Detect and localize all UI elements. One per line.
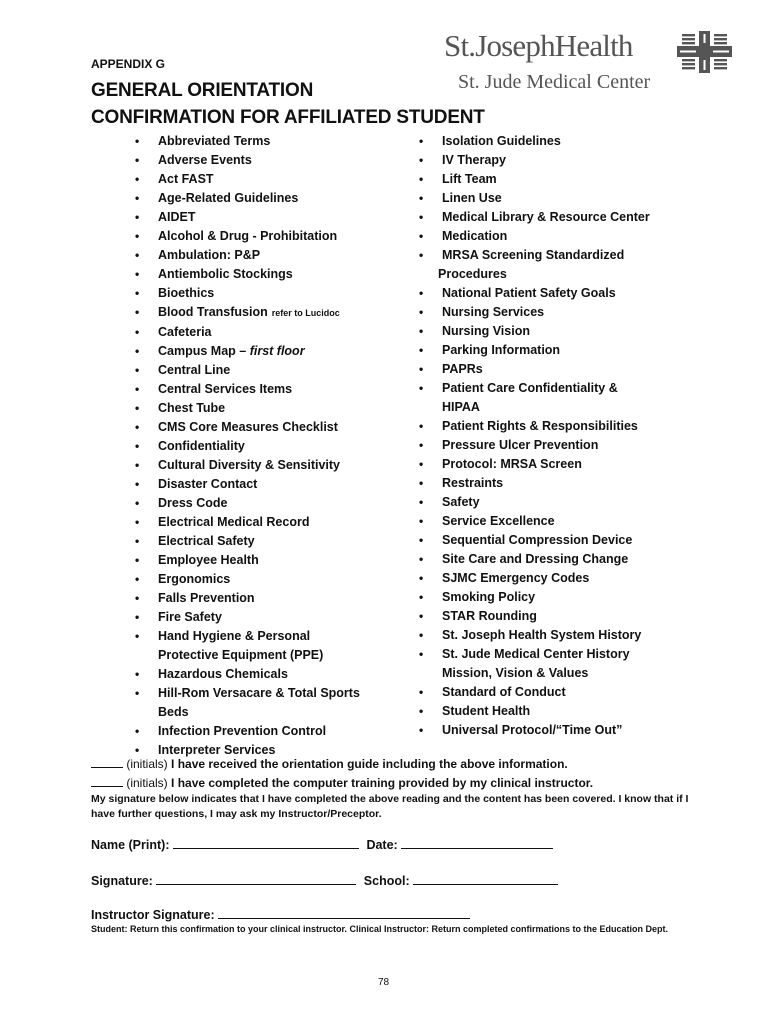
list-item: • Chest Tube: [135, 399, 360, 418]
list-item: • Blood Transfusion refer to Lucidoc: [135, 303, 360, 323]
list-item: • Infection Prevention Control: [135, 722, 360, 741]
list-item: • SJMC Emergency Codes: [419, 569, 650, 588]
list-item: • Hazardous Chemicals: [135, 665, 360, 684]
instructor-signature-label: Instructor Signature:: [91, 908, 215, 922]
campus-map-note: first floor: [249, 344, 305, 358]
list-item: • Cultural Diversity & Sensitivity: [135, 456, 360, 475]
list-item: • St. Jude Medical Center History Mission, Vision & Values: [419, 645, 650, 683]
list-item: • Medical Library & Resource Center: [419, 208, 650, 227]
list-item: • Site Care and Dressing Change: [419, 550, 650, 569]
initials-label: (initials): [126, 757, 168, 771]
list-item: • Cafeteria: [135, 323, 360, 342]
date-field[interactable]: [401, 836, 553, 849]
list-item: • Central Line: [135, 361, 360, 380]
return-instructions: Student: Return this confirmation to your clinical instructor. Clinical Instructor: Return completed confirmations to the Education Dept.: [91, 924, 669, 934]
list-item: • Service Excellence: [419, 512, 650, 531]
list-item: • Standard of Conduct: [419, 683, 650, 702]
list-item: • Parking Information: [419, 341, 650, 360]
list-item: • Patient Care Confidentiality & HIPAA: [419, 379, 650, 417]
list-item: • Student Health: [419, 702, 650, 721]
school-field[interactable]: [413, 872, 558, 885]
list-item: • Abbreviated Terms: [135, 132, 360, 151]
school-label: School:: [363, 874, 410, 888]
list-item: • Confidentiality: [135, 437, 360, 456]
list-item: • Lift Team: [419, 170, 650, 189]
list-item: • Linen Use: [419, 189, 650, 208]
logo-subtitle: St. Jude Medical Center: [458, 71, 651, 93]
instructor-signature-row: [91, 906, 470, 922]
list-item: • Hand Hygiene & Personal Protective Equipment (PPE): [135, 627, 360, 665]
list-item: • Pressure Ulcer Prevention: [419, 436, 650, 455]
st-joseph-health-logo: [440, 28, 740, 98]
list-item: • Electrical Safety: [135, 532, 360, 551]
list-item: • Universal Protocol/“Time Out”: [419, 721, 650, 740]
list-item: • PAPRs: [419, 360, 650, 379]
list-item: • Medication: [419, 227, 650, 246]
ack-text: I have completed the computer training provided by my clinical instructor.: [171, 776, 594, 790]
list-item: • National Patient Safety Goals: [419, 284, 650, 303]
list-item: • STAR Rounding: [419, 607, 650, 626]
page-title-line2: CONFIRMATION FOR AFFILIATED STUDENT: [91, 107, 485, 128]
list-item: • Employee Health: [135, 551, 360, 570]
signature-label: Signature:: [91, 874, 153, 888]
name-field[interactable]: [173, 836, 359, 849]
page-number: 78: [378, 977, 390, 988]
list-item: • St. Joseph Health System History: [419, 626, 650, 645]
list-item: • Protocol: MRSA Screen: [419, 455, 650, 474]
list-item: • Smoking Policy: [419, 588, 650, 607]
list-item: • MRSA Screening Standardized Procedures: [419, 246, 650, 284]
initials-blank-1[interactable]: [91, 756, 123, 768]
logo-name: St.JosephHealth: [444, 28, 633, 63]
list-item: • Nursing Vision: [419, 322, 650, 341]
list-item: • Antiembolic Stockings: [135, 265, 360, 284]
name-date-row: [91, 836, 553, 852]
date-label: Date:: [366, 838, 398, 852]
ack-computer-training: [91, 775, 593, 790]
appendix-label: APPENDIX G: [91, 57, 166, 71]
name-label: Name (Print):: [91, 838, 170, 852]
page-title-line1: GENERAL ORIENTATION: [91, 80, 314, 101]
list-item: • Falls Prevention: [135, 589, 360, 608]
initials-blank-2[interactable]: [91, 775, 123, 787]
signature-field[interactable]: [156, 872, 356, 885]
list-item: • Adverse Events: [135, 151, 360, 170]
list-item: • Act FAST: [135, 170, 360, 189]
list-item: • Dress Code: [135, 494, 360, 513]
orientation-topics-left: [135, 132, 360, 760]
st-joseph-cross-icon: [677, 31, 732, 73]
list-item: • AIDET: [135, 208, 360, 227]
signature-statement: My signature below indicates that I have completed the above reading and the content has been covered. I know that if I have further questions, I may ask my Instructor/Preceptor.: [91, 793, 689, 820]
list-item: • Central Services Items: [135, 380, 360, 399]
initials-label: (initials): [126, 776, 168, 790]
list-item: • Disaster Contact: [135, 475, 360, 494]
list-item: • Patient Rights & Responsibilities: [419, 417, 650, 436]
ack-received-guide: [91, 756, 568, 771]
list-item: • Ergonomics: [135, 570, 360, 589]
list-item: • Interpreter Services: [135, 741, 360, 760]
list-item: • Sequential Compression Device: [419, 531, 650, 550]
blood-transfusion-note: refer to Lucidoc: [271, 308, 340, 318]
list-item: • Safety: [419, 493, 650, 512]
list-item: • Ambulation: P&P: [135, 246, 360, 265]
list-item: • Alcohol & Drug - Prohibitation: [135, 227, 360, 246]
list-item: • Nursing Services: [419, 303, 650, 322]
signature-school-row: [91, 872, 558, 888]
list-item: • Bioethics: [135, 284, 360, 303]
list-item: • Hill-Rom Versacare & Total Sports Beds: [135, 684, 360, 722]
list-item: • Restraints: [419, 474, 650, 493]
list-item: • Electrical Medical Record: [135, 513, 360, 532]
list-item: • IV Therapy: [419, 151, 650, 170]
list-item: • CMS Core Measures Checklist: [135, 418, 360, 437]
list-item: • Isolation Guidelines: [419, 132, 650, 151]
list-item: • Age-Related Guidelines: [135, 189, 360, 208]
ack-text: I have received the orientation guide including the above information.: [171, 757, 568, 771]
instructor-signature-field[interactable]: [218, 906, 470, 919]
list-item: • Campus Map – first floor: [135, 342, 360, 361]
orientation-topics-right: [419, 132, 650, 740]
list-item: • Fire Safety: [135, 608, 360, 627]
